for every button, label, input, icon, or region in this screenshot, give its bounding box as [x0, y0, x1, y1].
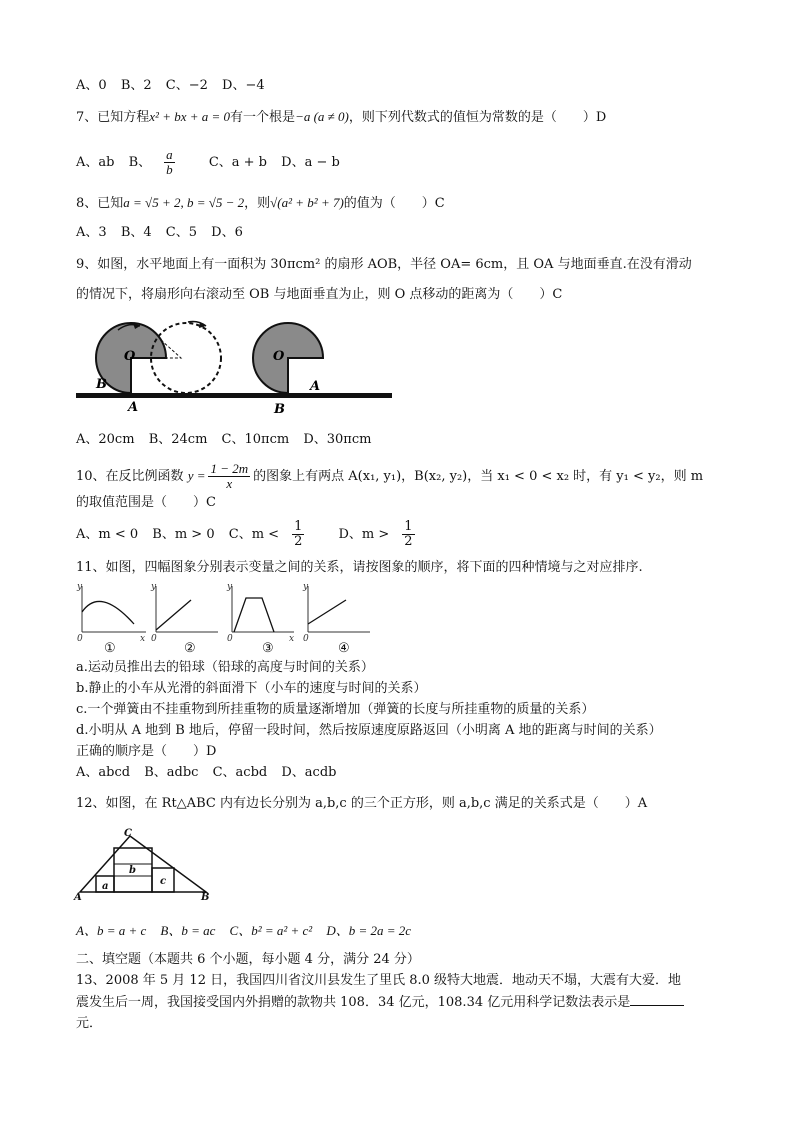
question-9-line2: 的情况下，将扇形向右滚动至 OB 与地面垂直为止，则 O 点移动的距离为（ ）C	[76, 287, 563, 302]
option: C、m < $\frac{1}{2}$	[229, 527, 325, 542]
q6-options	[76, 76, 275, 96]
ground-line	[76, 393, 392, 398]
fraction-half: $\frac{1}{2}$	[404, 519, 413, 549]
svg-text:x: x	[289, 634, 295, 644]
label-b: B	[96, 377, 107, 392]
question-11: 11、如图，四幅图象分别表示变量之间的关系，请按图象的顺序，将下面的四种情境与之对应排序.	[76, 560, 643, 575]
label-b: B	[274, 402, 285, 417]
graph-label-2: ②	[184, 641, 196, 656]
graph-label-3: ③	[262, 641, 274, 656]
q9-options	[76, 430, 381, 450]
option: B、24cm	[148, 432, 208, 447]
svg-text:y: y	[303, 582, 309, 592]
label-a: A	[128, 400, 139, 415]
svg-text:y: y	[77, 582, 83, 592]
option: D、b = 2a = 2c	[326, 923, 412, 938]
option: D、30πcm	[303, 432, 372, 447]
expression: √(a² + b² + 7)	[270, 195, 344, 210]
option: B、2	[120, 78, 152, 93]
option: A、0	[76, 78, 107, 93]
option: C、acbd	[212, 765, 268, 780]
svg-text:y: y	[227, 582, 233, 592]
answer-blank[interactable]	[630, 993, 684, 1006]
question-12: 12、如图，在 Rt△ABC 内有边长分别为 a,b,c 的三个正方形，则 a,b,c 满足的关系式是（ ）A	[76, 796, 648, 811]
graph-1-curve	[82, 601, 134, 624]
label-a: A	[310, 379, 321, 394]
question-10	[76, 462, 703, 491]
question-13-line2	[76, 993, 684, 1013]
option: B、m > 0	[152, 527, 215, 542]
option: A、b = a + c	[76, 923, 147, 938]
graph-2-line	[156, 600, 191, 630]
option: A、abcd	[76, 765, 131, 780]
graph-3-trapezoid	[234, 598, 274, 632]
question-text: ，则	[244, 196, 271, 211]
question-10-line2: 的取值范围是（ ）C	[76, 495, 216, 510]
q10-options	[76, 520, 445, 549]
question-text: ，则下列代数式的值恒为常数的是（ ）D	[348, 110, 607, 125]
vertex-a: A	[74, 892, 82, 903]
sector-rolling-figure	[76, 318, 396, 418]
graph-4-line	[308, 600, 346, 624]
option: C、10πcm	[221, 432, 290, 447]
q8-options	[76, 223, 253, 243]
svg-text:0: 0	[227, 634, 233, 644]
option: A、ab	[76, 155, 115, 170]
svg-text:0: 0	[77, 634, 83, 644]
option: C、−2	[165, 78, 208, 93]
option: C、5	[165, 225, 197, 240]
question-8	[76, 193, 445, 214]
option: C、b² = a² + c²	[229, 923, 313, 938]
q7-options	[76, 148, 350, 177]
label-b: b	[129, 865, 136, 876]
section-heading: 二、填空题（本题共 6 个小题，每小题 4 分，满分 24 分）	[76, 952, 420, 967]
option: B、adbc	[144, 765, 199, 780]
question-text: 7、已知方程	[76, 110, 150, 125]
label-o: O	[124, 349, 136, 364]
question-9-line1: 9、如图，水平地面上有一面积为 30πcm² 的扇形 AOB，半径 OA= 6cm，且 OA 与地面垂直.在没有滑动	[76, 257, 692, 272]
scenario-b: b.静止的小车从光滑的斜面滑下（小车的速度与时间的关系）	[76, 681, 427, 696]
four-graphs-figure	[76, 584, 376, 654]
svg-text:x: x	[140, 634, 146, 644]
svg-text:0: 0	[303, 634, 309, 644]
question-13-line3: 元．	[76, 1016, 103, 1031]
option: B、b = ac	[160, 923, 216, 938]
question-text: 有一个根是	[230, 110, 296, 125]
triangle-squares-figure	[74, 828, 214, 903]
option: D、m > $\frac{1}{2}$	[338, 527, 434, 542]
option: B、4	[120, 225, 152, 240]
svg-text:y: y	[151, 582, 157, 592]
scenario-c: c.一个弹簧由不挂重物到所挂重物的质量逐渐增加（弹簧的长度与所挂重物的质量的关系）	[76, 702, 595, 717]
question-text: 的图象上有两点 A(x₁, y₁)，B(x₂, y₂)，当 x₁ < 0 < x₂ 时，有 y₁ < y₂，则 m	[253, 469, 704, 484]
function-fraction: $\frac{1 - 2m}{x}$	[210, 461, 249, 491]
option: B、 $\frac{a}{b}$	[129, 155, 195, 170]
label-c: c	[160, 876, 167, 887]
function-lhs: y =	[187, 468, 206, 483]
question-13-line1: 13、2008 年 5 月 12 日，我国四川省汶川县发生了里氏 8.0 级特大地震．地动天不塌，大震有大爱．地	[76, 973, 682, 988]
question-7	[76, 107, 606, 128]
vertex-b: B	[201, 892, 210, 903]
option: D、6	[211, 225, 243, 240]
given-values: a = √5 + 2, b = √5 − 2	[123, 195, 245, 210]
option: D、acdb	[281, 765, 337, 780]
root-expression: −a (a ≠ 0)	[295, 109, 349, 124]
equation: x² + bx + a = 0	[149, 109, 231, 124]
label-a: a	[102, 881, 109, 892]
option: A、m < 0	[76, 527, 139, 542]
question-text: 的值为（ ）C	[343, 196, 445, 211]
scenario-a: a.运动员推出去的铅球（铅球的高度与时间的关系）	[76, 660, 374, 675]
option: D、a − b	[281, 155, 340, 170]
question-text: 震发生后一周，我国接受国内外捐赠的款物共 108．34 亿元，108.34 亿元用科学记数法表示是	[76, 995, 631, 1010]
fraction: $\frac{a}{b}$	[166, 147, 173, 177]
option: C、a + b	[208, 155, 267, 170]
option: A、3	[76, 225, 107, 240]
svg-text:0: 0	[151, 634, 157, 644]
answer-line: 正确的顺序是（ ）D	[76, 744, 217, 759]
fraction-half: $\frac{1}{2}$	[294, 519, 303, 549]
question-text: 10、在反比例函数	[76, 469, 184, 484]
label-o: O	[273, 349, 285, 364]
graph-label-4: ④	[338, 641, 350, 656]
option: A、20cm	[76, 432, 135, 447]
q11-options	[76, 763, 346, 783]
q12-options	[76, 921, 421, 942]
option: D、−4	[222, 78, 265, 93]
graph-label-1: ①	[104, 641, 116, 656]
scenario-d: d.小明从 A 地到 B 地后，停留一段时间，然后按原速度原路返回（小明离 A 地的距离与时间的关系）	[76, 723, 662, 738]
vertex-c: C	[124, 828, 132, 839]
question-text: 8、已知	[76, 196, 124, 211]
